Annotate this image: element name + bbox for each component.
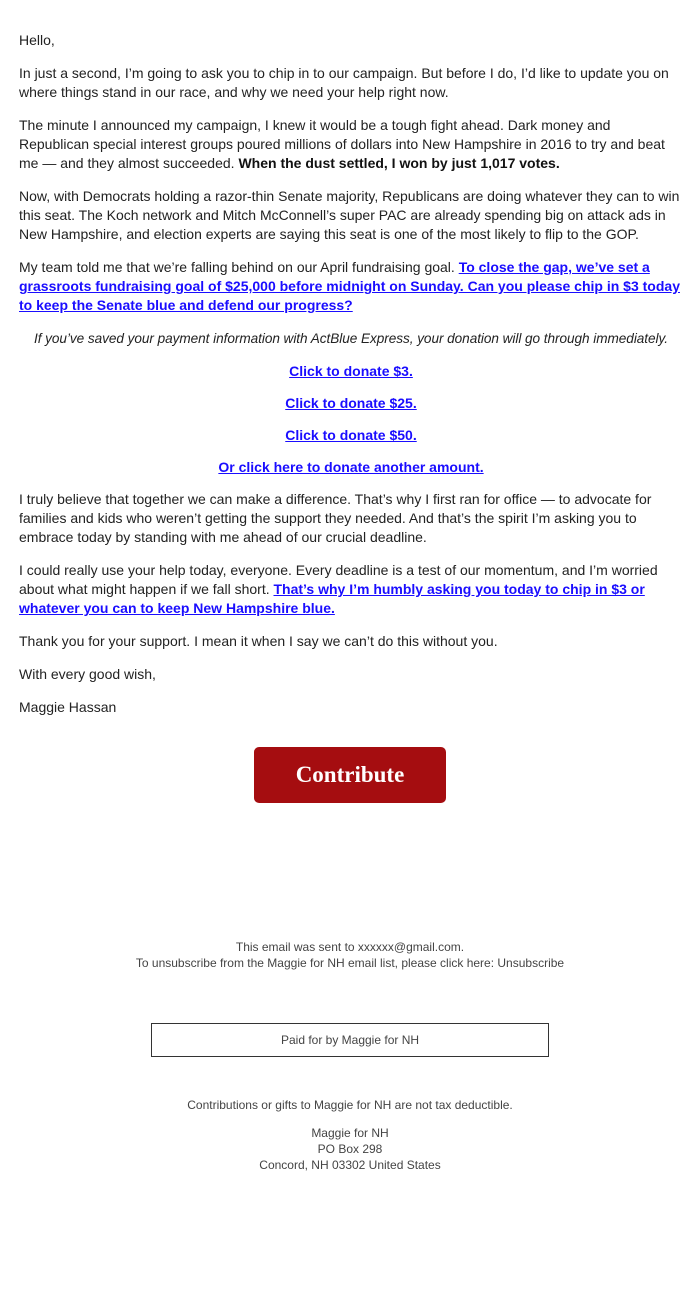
greeting: Hello, [19, 32, 55, 48]
paragraph-campaign-history-text: The minute I announced my campaign, I knew it would be a tough fight ahead. Dark money and Republican special interest groups poured millions of dollars into New Hampshire in 2016 to try and beat me — and they almost succeeded. [19, 117, 665, 171]
donate-25-row [19, 394, 683, 413]
paragraph-fundraising-goal [19, 258, 683, 315]
vote-margin-highlight: When the dust settled, I won by just 1,017 votes. [238, 155, 560, 171]
paid-for-box: Paid for by Maggie for NH [151, 1023, 549, 1057]
paragraph-campaign-history [19, 116, 683, 173]
donate-25-link[interactable]: Click to donate $25. [285, 395, 417, 411]
fundraising-goal-link[interactable]: To close the gap, we’ve set a grassroots fundraising goal of $25,000 before midnight on Sunday. Can you please chip in $3 today to keep the Senate blue and defend our progress? [19, 259, 680, 313]
footer-sent-to-email: xxxxxx@gmail.com [357, 940, 461, 954]
unsubscribe-link[interactable]: Unsubscribe [497, 956, 565, 970]
closing-line: With every good wish, [19, 666, 156, 682]
footer-sent-to [0, 939, 700, 955]
paragraph-ask [19, 561, 683, 618]
tax-deductible-note: Contributions or gifts to Maggie for NH are not tax deductible. [187, 1098, 513, 1112]
paragraph-senate-stakes: Now, with Democrats holding a razor-thin Senate majority, Republicans are doing whatever they can to win this seat. The Koch network and Mitch McConnell’s super PAC are already spending big on attack ads in New Hampshire, and election experts are saying this seat is one of the most likely to flip to the GOP. [19, 188, 680, 242]
footer-unsubscribe [0, 955, 700, 971]
paragraph-intro: In just a second, I’m going to ask you to chip in to our campaign. But before I do, I’d like to update you on where things stand in our race, and why we need your help right now. [19, 65, 669, 100]
footer-sent-to-suffix: . [460, 940, 465, 954]
address-name: Maggie for NH [311, 1126, 389, 1140]
donate-other-amount-link[interactable]: Or click here to donate another amount. [218, 459, 484, 475]
chip-in-link[interactable]: That’s why I’m humbly asking you today to chip in $3 or whatever you can to keep New Hampshire blue. [19, 581, 645, 616]
paragraph-ask-text: I could really use your help today, everyone. Every deadline is a test of our momentum, and I’m worried about what might happen if we fall short. [19, 562, 658, 597]
paragraph-fundraising-goal-text: My team told me that we’re falling behind on our April fundraising goal. [19, 259, 459, 275]
contribute-button-wrap [0, 747, 700, 803]
address-po-box: PO Box 298 [317, 1142, 383, 1156]
donate-50-link[interactable]: Click to donate $50. [285, 427, 417, 443]
footer-unsubscribe-text: To unsubscribe from the Maggie for NH email list, please click here: [135, 956, 498, 970]
donate-3-row [19, 362, 683, 381]
paragraph-thanks: Thank you for your support. I mean it when I say we can’t do this without you. [19, 633, 498, 649]
actblue-express-note: If you’ve saved your payment information with ActBlue Express, your donation will go through immediately. [34, 331, 668, 346]
contribute-button[interactable]: Contribute [254, 747, 446, 803]
donate-3-link[interactable]: Click to donate $3. [289, 363, 413, 379]
footer-sent-to-prefix: This email was sent to [235, 940, 358, 954]
address-city: Concord, NH 03302 United States [259, 1158, 441, 1172]
paragraph-belief: I truly believe that together we can make a difference. That’s why I first ran for office — to advocate for families and kids who weren’t getting the support they needed. And that’s the spirit I’m asking you to embrace today by standing with me ahead of our crucial deadline. [19, 491, 652, 545]
email-body [19, 31, 683, 731]
donate-50-row [19, 426, 683, 445]
signature: Maggie Hassan [19, 699, 117, 715]
donate-other-row [19, 458, 683, 477]
